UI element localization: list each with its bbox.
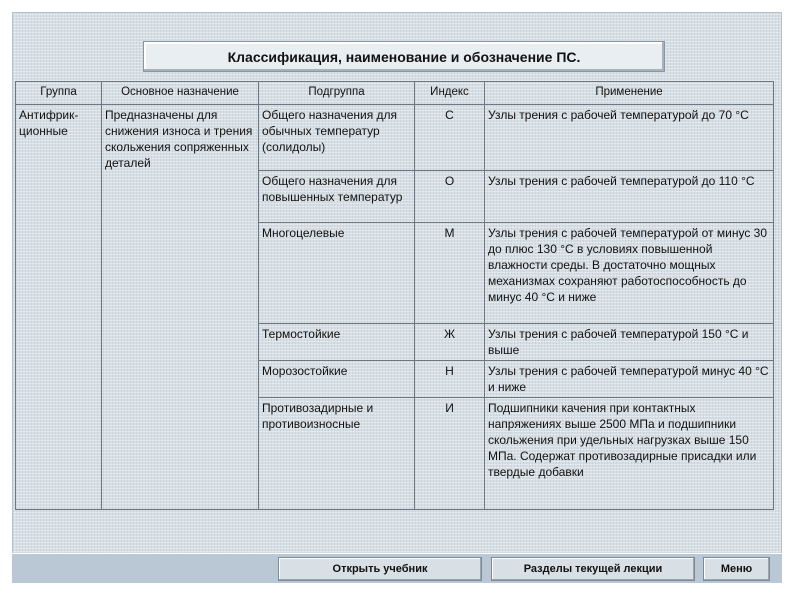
- slide-title-text: Классификация, наименование и обозначение ПС.: [227, 48, 581, 65]
- header-subgroup: Подгруппа: [259, 82, 415, 105]
- application-cell: Узлы трения с рабочей температурой от минус 30 до плюс 130 °С в условиях повышенной влажности среды. В достаточно мощных механизмах сохраняют работоспособность до минус 40 °С и ниже: [485, 223, 774, 324]
- subgroup-cell: Общего назначения для повышенных температур: [259, 171, 415, 223]
- open-textbook-button[interactable]: [278, 557, 482, 581]
- application-cell: Узлы трения с рабочей температурой 150 °С и выше: [485, 324, 774, 361]
- subgroup-cell: Противозадирные и противоизносные: [259, 398, 415, 510]
- group-cell: Антифрик-ционные: [16, 105, 102, 510]
- menu-button[interactable]: [703, 557, 770, 581]
- subgroup-cell: Общего назначения для обычных температур (солидолы): [259, 105, 415, 171]
- application-cell: Узлы трения с рабочей температурой до 70 °С: [485, 105, 774, 171]
- classification-table: [15, 81, 774, 510]
- header-group: Группа: [16, 82, 102, 105]
- table-header-row: [16, 82, 774, 105]
- header-application: Применение: [485, 82, 774, 105]
- menu-label: Меню: [720, 563, 753, 575]
- header-index: Индекс: [415, 82, 485, 105]
- index-cell: М: [415, 223, 485, 324]
- lecture-sections-label: Разделы текущей лекции: [523, 563, 663, 575]
- table-row: [16, 105, 774, 171]
- open-textbook-label: Открыть учебник: [332, 563, 428, 575]
- index-cell: И: [415, 398, 485, 510]
- index-cell: Н: [415, 361, 485, 398]
- header-purpose: Основное назначение: [102, 82, 259, 105]
- subgroup-cell: Многоцелевые: [259, 223, 415, 324]
- application-cell: Узлы трения с рабочей температурой минус 40 °С и ниже: [485, 361, 774, 398]
- subgroup-cell: Морозостойкие: [259, 361, 415, 398]
- index-cell: О: [415, 171, 485, 223]
- slide-title: [143, 41, 665, 72]
- lecture-sections-button[interactable]: [491, 557, 695, 581]
- application-cell: Подшипники качения при контактных напряжениях выше 2500 МПа и подшипники скольжения при удельных нагрузках выше 150 МПа. Содержат противозадирные присадки или твердые добавки: [485, 398, 774, 510]
- application-cell: Узлы трения с рабочей температурой до 110 °С: [485, 171, 774, 223]
- subgroup-cell: Термостойкие: [259, 324, 415, 361]
- index-cell: С: [415, 105, 485, 171]
- index-cell: Ж: [415, 324, 485, 361]
- purpose-cell: Предназначены для снижения износа и трения скольжения сопряженных деталей: [102, 105, 259, 510]
